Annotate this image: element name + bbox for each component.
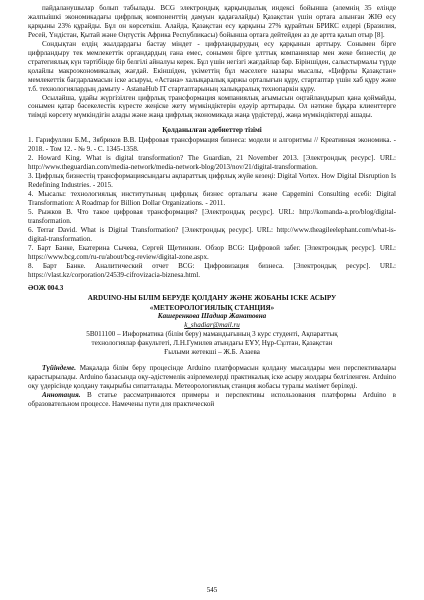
- spacer: [28, 357, 396, 364]
- summary-label: Түйіндеме.: [42, 364, 77, 373]
- intro-paragraph-3: Осылайша, ұдайы жүргізілген цифрлық трансформация компаниялық ағымысын оңтайландырып қана қоймайды, сонымен қатар бәсекелестік күресте жеңіске жету мүмкіндіктерін едәуір арттырады. Ол нәтиже бұқара клиенттерге тиімді көрсету мүмкіндігін алады және жаңа цифрлық экономикада жаңа үрдістерді, жаңа мүмкіндіктерді ашады.: [28, 93, 396, 120]
- reference-item: 8. Барт Банке. Аналитический отчет BCG: Цифровизация бизнеса. [Электрондық ресурс]. URL: https://vlast.kz/corporation/24539-cifrovizacia-biznesa.html.: [28, 261, 396, 279]
- udk-code: ӘОЖ 004.3: [28, 283, 64, 292]
- reference-item: 1. Гарифуллин Б.М., Зябриков В.В. Цифровая трансформация бизнеса: модели и алгоритмы // Креативная экономика. - 2018. - Том 12. - № 9. - С. 1345-1358.: [28, 136, 396, 154]
- summary-text: Мақалада білім беру процесінде Arduino платформасын қолдану мысалдары мен перспективалары қарастырылады. Arduino базасында оқу-әдістемелік әзірлемелерді практикалық іске асыру жолдары белгіленген. Arduino оқу үдерісінде қолдану тақырыбы сипатталады. Метеорологиялық станция жобасы туралы мәлімет беріледі.: [28, 364, 396, 391]
- references-list: [28, 136, 396, 279]
- intro-paragraph-1: пайдаланушылар болып табылады. BCG электрондық қарқындылық индексі бойынша (әлемнің 35 елінде жалпыішкі экономикадағы цифрлық компоненттің дамуын қадағалайды) Қазақстан үшін ортаға алынған ЖІӨ есу қарқыны 23% құрайды. Бұл он көрсеткіш. Алайда, Қазақстан есу қарқыны 27% құрайтын БРИКС елдері (Бразилия, Ресей, Үндістан, Қытай және Оңтүстік Африка Республикасы) бойынша ортаға дейтейден аз де артта қалып отыр [8].: [28, 4, 396, 39]
- annotation-label: Аннотация.: [42, 391, 81, 400]
- article-title-line-1: ARDUINO-НЫ БІЛІМ БЕРУДЕ ҚОЛДАНУ ЖӘНЕ ЖОБАНЫ ІСКЕ АСЫРУ: [87, 293, 337, 302]
- article-title-line-2: «МЕТЕОРОЛОГИЯЛЫҚ СТАНЦИЯ»: [149, 303, 275, 312]
- annotation-text: В статье рассматриваются примеры и перспективы использования платформы Arduino в образовательном процессе. Намечены пути для практической: [28, 391, 396, 409]
- annotation-paragraph: [28, 391, 396, 409]
- reference-item: 6. Terrar David. What is Digital Transformation? [Электрондық ресурс]. URL: http://www.theagileelephant.com/what-is-digital-transformation.: [28, 225, 396, 243]
- reference-item: 7. Барт Банке, Екатерина Сычева, Сергей Щетинкин. Обзор BCG: Цифровой забег. [Электрондық ресурс]. URL: https://www.bcg.com/ru-ru/about/bcg-review/digital-zone.aspx.: [28, 243, 396, 261]
- reference-item: 2. Howard King. What is digital transformation? The Guardian, 21 November 2013. [Электрондық ресурс]. URL: http://www.theguardian.com/media-network/media-network-blog/2013/nov/21/digital-transformation.: [28, 154, 396, 172]
- affiliation-line-2: технологиялар факультеті, Л.Н.Гумилев атындағы ЕҰУ, Нұр-Сұлтан, Қазақстан: [91, 339, 333, 348]
- supervisor-line: Ғылыми жетекші – Ж.Б. Азаева: [164, 348, 260, 357]
- affiliation-line-1: 5В011100 – Информатика (білім беру) мамандығының 3 курс студенті, Ақпараттық: [86, 330, 338, 339]
- intro-paragraph-2: Сондықтан елдің жылдардағы бастау міндет - цифрландырудың есу қарқынын арттыру. Сонымен бірге цифрландыру тек мемлекеттік органдардың ғана емес, сонымен бірге ұлттық компаниялар мен жеке бизнестің де стратегиялық күн тәртібінде бір белгілі айналуы керек. Бұл үшін негізгі жағдайлар бар. Біріншіден, салыстырмалы түрде қолайлы макроэкономикалық жағдай. Екіншіден, үкіметтің бұл мәселеге назары мысалы, «Цифрлы Қазақстан» мемлекеттік бағдарламасын іске асыруы, «Астана» халықаралық қаржы орталығын құру, стартаптар үшін хаб құру және т.б. технологиялардың дамыту - AstanaHub IT стартаптарының халықаралық технопаркін құру.: [28, 39, 396, 93]
- summary-paragraph: [28, 364, 396, 391]
- author-name: Кашеренкова Шадиар Жанатовна: [157, 312, 267, 321]
- reference-item: 3. Цифрлық бизнестің трансформациясындағы ақпараттық цифрлық жүйе кезеңі: Digital Vortex. How Digital Disruption Is Redefining Industries. - 2015.: [28, 172, 396, 190]
- reference-item: 4. Мысалы: технологиялық институтының цифрлық бизнес орталығы және Capgemini Consulting есебі: Digital Transformation: A Roadmap for Billion Dollar Organizations. - 2011.: [28, 190, 396, 208]
- references-title: Қолданылған әдебиеттер тізімі: [162, 126, 262, 135]
- reference-item: 5. Рыжков В. Что такое цифровая трансформация? [Электрондық ресурс]. URL: http://komanda-a.pro/blog/digital-transformation.: [28, 207, 396, 225]
- author-email: k_shadiar@mail.ru: [184, 321, 240, 330]
- page-number: 545: [206, 586, 218, 594]
